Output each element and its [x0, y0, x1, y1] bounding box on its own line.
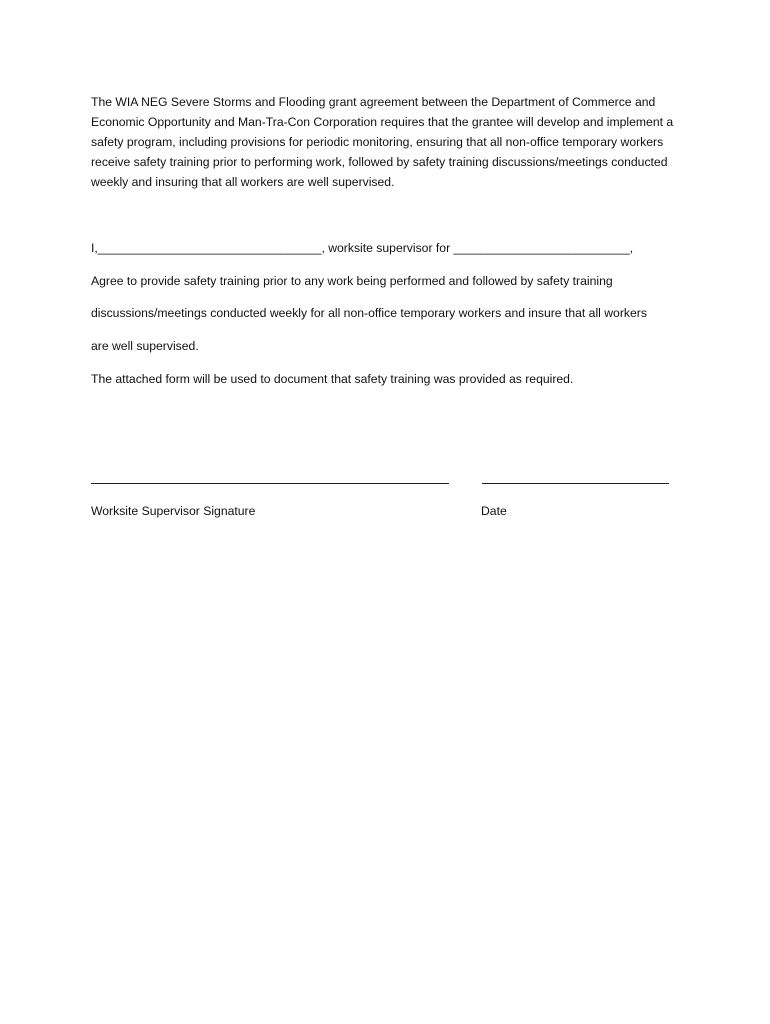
date-label: Date: [481, 504, 507, 518]
attached-form-note: The attached form will be used to document that safety training was provided as required.: [91, 372, 574, 386]
intro-paragraph: The WIA NEG Severe Storms and Flooding grant agreement between the Department of Commerce and Economic Opportunity and Man-Tra-Con Corporation requires that the grantee will develop and implement a safety program, including provisions for periodic monitoring, ensuring that all non-office temporary workers receive safety training prior to performing work, followed by safety training discussions/meetings conducted weekly and insuring that all workers are well supervised.: [91, 95, 674, 189]
agreement-line-1: Agree to provide safety training prior to any work being performed and followed by safety training: [91, 274, 613, 288]
date-line: [482, 483, 669, 484]
agreement-line-2: discussions/meetings conducted weekly for all non-office temporary workers and insure that all workers: [91, 306, 647, 320]
signature-line: [91, 483, 449, 484]
supervisor-fill-in-line: I,_________________________________, worksite supervisor for __________________________,: [91, 241, 634, 255]
agreement-line-3: are well supervised.: [91, 339, 199, 353]
signature-label: Worksite Supervisor Signature: [91, 504, 256, 518]
